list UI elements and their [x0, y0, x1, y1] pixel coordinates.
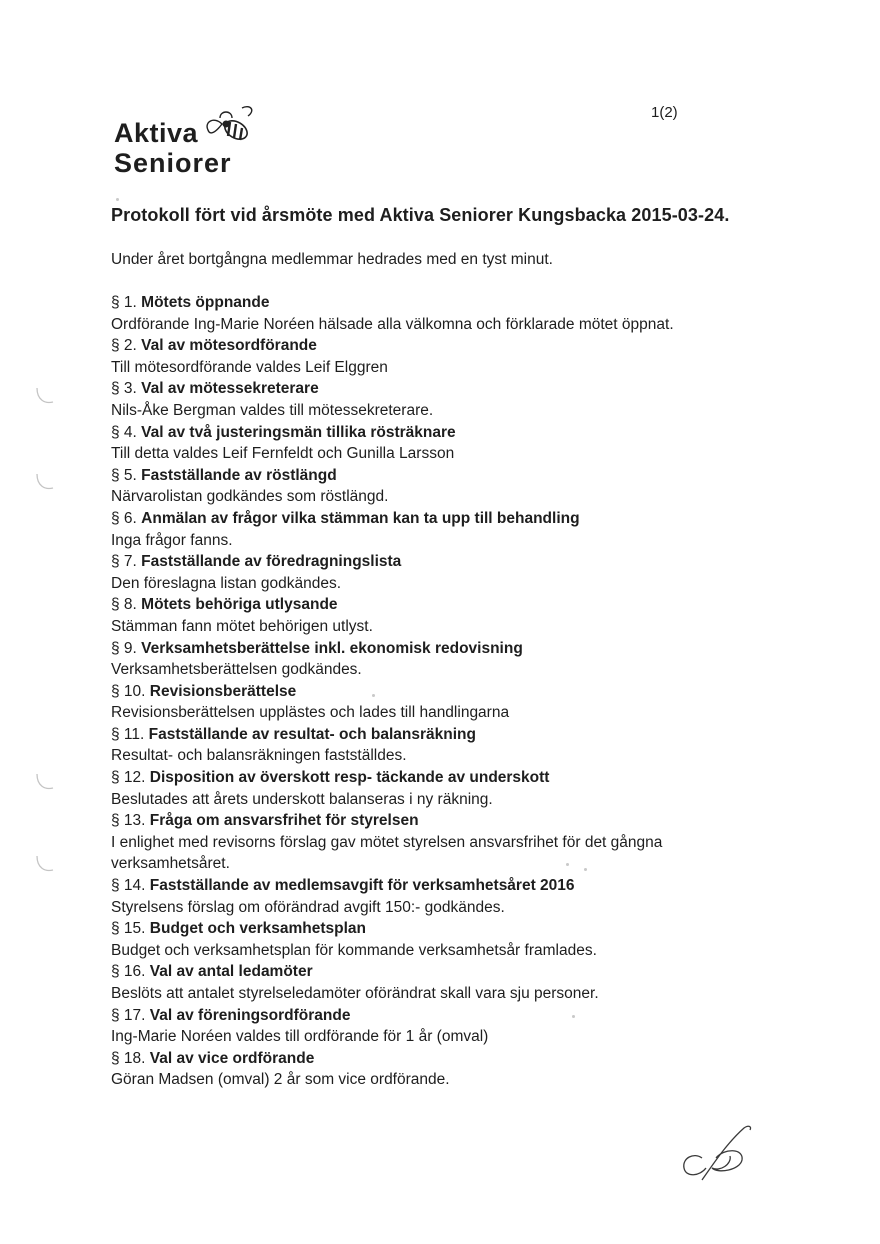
section-body: Revisionsberättelsen upplästes och lades till handlingarna [111, 704, 510, 722]
section-body: Nils-Åke Bergman valdes till mötessekreterare. [111, 401, 434, 419]
section-heading [111, 724, 831, 746]
section-title: Verksamhetsberättelse inkl. ekonomisk redovisning [141, 639, 523, 657]
section-heading [111, 681, 831, 703]
section-heading [111, 292, 831, 314]
section-title: Fråga om ansvarsfrihet för styrelsen [149, 812, 419, 830]
section-heading [111, 638, 831, 660]
section-body: Ing-Marie Noréen valdes till ordförande för 1 år (omval) [111, 1028, 489, 1046]
section-heading [111, 508, 831, 530]
punch-hole-mark [33, 470, 55, 494]
section-body: Till detta valdes Leif Fernfeldt och Gunilla Larsson [111, 445, 455, 463]
section-title: Anmälan av frågor vilka stämman kan ta upp till behandling [141, 509, 580, 527]
section-number: § 17. [111, 1006, 146, 1024]
section-title: Val av mötessekreterare [141, 380, 319, 398]
section-number: § 12. [111, 769, 146, 787]
section-body: Ordförande Ing-Marie Noréen hälsade alla välkomna och förklarade mötet öppnat. [111, 315, 674, 333]
section-title: Val av mötesordförande [141, 337, 317, 355]
section-number: § 9. [111, 639, 137, 657]
section-title: Disposition av överskott resp- täckande av underskott [149, 769, 550, 787]
section-heading [111, 422, 831, 444]
section-title: Fastställande av föredragningslista [141, 553, 402, 571]
section-number: § 3. [111, 380, 137, 398]
section-title: Revisionsberättelse [149, 682, 297, 700]
section-number: § 7. [111, 553, 137, 571]
section-heading [111, 465, 831, 487]
section-number: § 4. [111, 423, 137, 441]
section-number: § 1. [111, 294, 137, 311]
section-body: Beslutades att årets underskott balanseras i ny räkning. [111, 790, 493, 808]
section-number: § 8. [111, 596, 137, 614]
section-heading [111, 961, 831, 983]
section-heading [111, 810, 831, 832]
section-title: Fastställande av medlemsavgift för verksamhetsåret 2016 [149, 877, 575, 895]
section-heading [111, 875, 831, 897]
handwritten-signature [672, 1122, 768, 1184]
section-body: Styrelsens förslag om oförändrad avgift 150:- godkändes. [111, 898, 505, 916]
section-number: § 5. [111, 466, 137, 484]
section-heading [111, 1048, 831, 1070]
section-number: § 10. [111, 682, 146, 700]
scan-speck [566, 863, 569, 866]
section-title: Fastställande av röstlängd [141, 466, 337, 484]
section-heading [111, 767, 831, 789]
section-number: § 18. [111, 1049, 146, 1067]
intro-text: Under året bortgångna medlemmar hedrades med en tyst minut. [111, 251, 553, 268]
section-title: Mötets öppnande [141, 294, 270, 311]
bee-icon [202, 104, 262, 154]
section-body: Budget och verksamhetsplan för kommande verksamhetsår framlades. [111, 941, 597, 959]
section-body: Den föreslagna listan godkändes. [111, 574, 342, 592]
section-title: Val av föreningsordförande [149, 1006, 351, 1024]
section-body: verksamhetsåret. [111, 855, 230, 873]
section-number: § 14. [111, 877, 146, 895]
section-title: Budget och verksamhetsplan [149, 920, 366, 938]
section-body: Beslöts att antalet styrelseledamöter oförändrat skall vara sju personer. [111, 985, 599, 1002]
scan-speck [572, 1015, 575, 1018]
logo-text-line1: Aktiva [114, 118, 199, 148]
section-body: Närvarolistan godkändes som röstlängd. [111, 488, 389, 506]
scan-speck [116, 198, 119, 201]
section-body: Inga frågor fanns. [111, 531, 233, 549]
page-number: 1(2) [651, 104, 678, 121]
section-body: Göran Madsen (omval) 2 år som vice ordförande. [111, 1071, 450, 1089]
section-number: § 11. [111, 725, 145, 743]
section-title: Val av antal ledamöter [149, 963, 313, 981]
section-heading [111, 1005, 831, 1027]
section-heading [111, 335, 831, 357]
section-number: § 13. [111, 812, 146, 830]
punch-hole-mark [33, 852, 55, 876]
section-heading [111, 918, 831, 940]
aktiva-seniorer-logo [114, 118, 232, 178]
section-body: Stämman fann mötet behörigen utlyst. [111, 617, 373, 635]
section-title: Mötets behöriga utlysande [141, 596, 338, 614]
section-title: Val av vice ordförande [149, 1049, 315, 1067]
section-body: Resultat- och balansräkningen fastställdes. [111, 747, 407, 765]
section-body: Verksamhetsberättelsen godkändes. [111, 661, 362, 679]
section-body: I enlighet med revisorns förslag gav mötet styrelsen ansvarsfrihet för det gångna [111, 833, 663, 851]
section-heading [111, 378, 831, 400]
section-number: § 16. [111, 963, 146, 981]
section-number: § 15. [111, 920, 146, 938]
punch-hole-mark [33, 770, 55, 794]
section-number: § 2. [111, 337, 137, 355]
section-heading [111, 551, 831, 573]
section-title: Val av två justeringsmän tillika rösträknare [141, 423, 456, 441]
scan-speck [584, 868, 587, 871]
section-title: Fastställande av resultat- och balansräkning [148, 725, 476, 743]
document-title: Protokoll fört vid årsmöte med Aktiva Seniorer Kungsbacka 2015-03-24. [111, 205, 730, 225]
section-heading [111, 594, 831, 616]
section-number: § 6. [111, 509, 137, 527]
sections-list [111, 292, 831, 1091]
section-body: Till mötesordförande valdes Leif Elggren [111, 358, 388, 376]
logo-text-line2: Seniorer [114, 148, 232, 178]
scan-speck [372, 694, 375, 697]
punch-hole-mark [33, 384, 55, 408]
